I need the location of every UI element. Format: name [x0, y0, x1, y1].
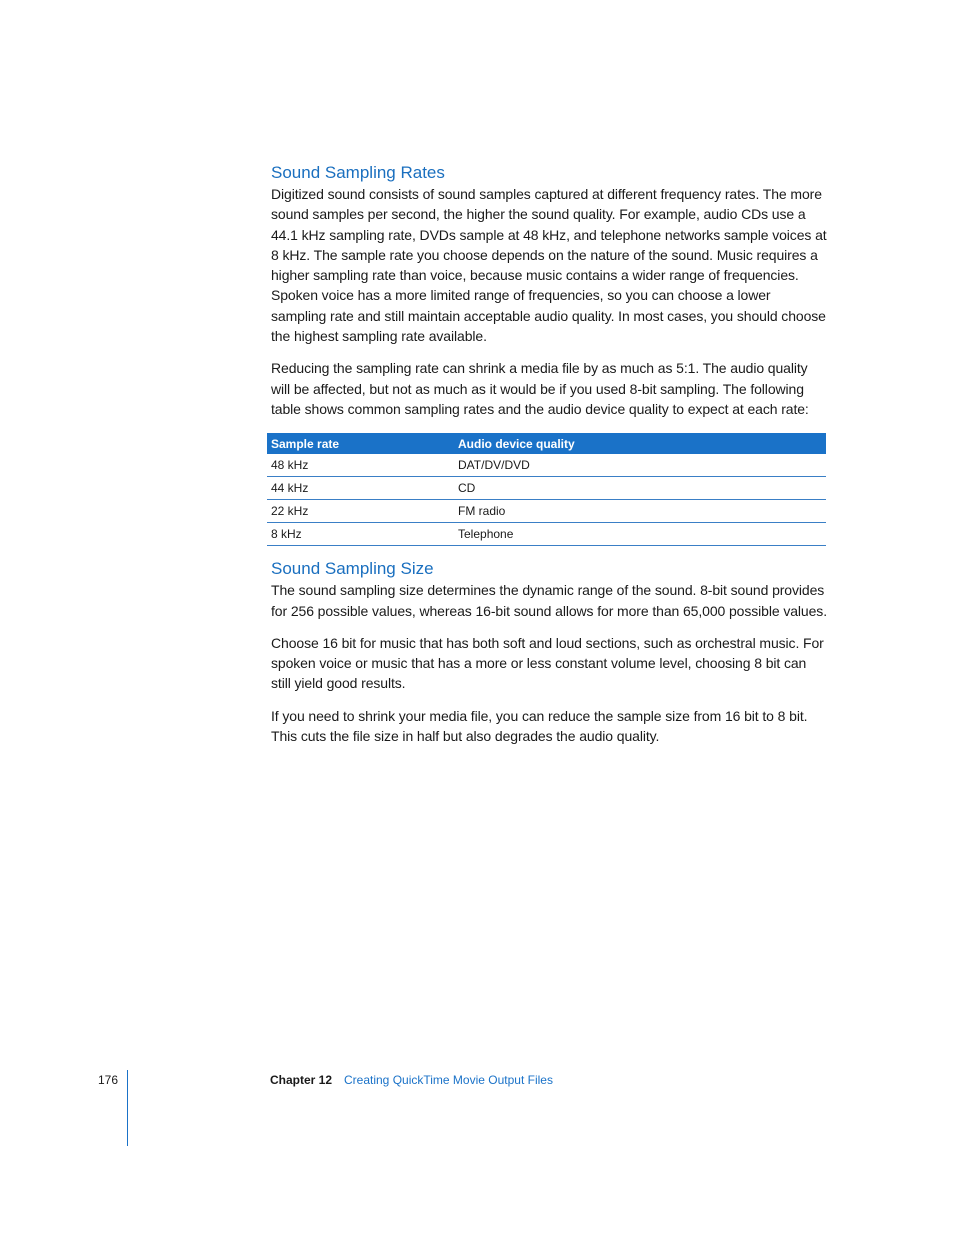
paragraph: Reducing the sampling rate can shrink a media file by as much as 5:1. The audio quality will be affected, but not as much as it would be if you used 8-bit sampling. The following table shows common sampling rates and the audio device quality to expect at each rate:: [271, 360, 809, 417]
table-row: [267, 523, 826, 546]
page-footer: [0, 1070, 954, 1150]
table-cell-sample-rate: 44 kHz: [267, 477, 454, 500]
table-cell-sample-rate: 22 kHz: [267, 500, 454, 523]
sampling-rates-table: [267, 433, 826, 546]
column-header-audio-quality: Audio device quality: [454, 433, 826, 454]
footer-divider: [127, 1070, 128, 1146]
table-row: [267, 500, 826, 523]
column-header-sample-rate: Sample rate: [267, 433, 454, 454]
paragraph: If you need to shrink your media file, you can reduce the sample size from 16 bit to 8 bit. This cuts the file size in half but also degrades the audio quality.: [271, 707, 808, 745]
table-header-row: [267, 433, 826, 454]
table-cell-sample-rate: 48 kHz: [267, 454, 454, 477]
table-cell-quality: Telephone: [454, 523, 826, 546]
paragraph: The sound sampling size determines the dynamic range of the sound. 8-bit sound provides for 256 possible values, whereas 16-bit sound allows for more than 65,000 possible values.: [271, 582, 827, 619]
paragraph: Choose 16 bit for music that has both soft and loud sections, such as orchestral music. For spoken voice or music that has a more or less constant volume level, choosing 8 bit can still yield good results.: [271, 634, 824, 692]
section-heading-sampling-rates: Sound Sampling Rates: [271, 163, 445, 182]
paragraph: Digitized sound consists of sound samples captured at different frequency rates. The more sound samples per second, the higher the sound quality. For example, audio CDs use a 44.1 kHz sampling rate, DVDs sample at 48 kHz, and telephone networks sample voices at 8 kHz. The sample rate you choose depends on the nature of the sound. Music requires a higher sampling rate than voice, because music contains a wider range of frequencies. Spoken voice has a more limited range of frequencies, so you can choose a lower sampling rate and still maintain acceptable audio quality. In most cases, you should choose the highest sampling rate available.: [271, 186, 827, 345]
table-cell-quality: DAT/DV/DVD: [454, 454, 826, 477]
chapter-label: Chapter 12: [270, 1073, 333, 1087]
table-cell-quality: CD: [454, 477, 826, 500]
table-row: [267, 454, 826, 477]
page-content: [271, 162, 827, 758]
table-cell-quality: FM radio: [454, 500, 826, 523]
table-row: [267, 477, 826, 500]
page-number: 176: [98, 1073, 119, 1087]
table-cell-sample-rate: 8 kHz: [267, 523, 454, 546]
section-heading-sampling-size: Sound Sampling Size: [271, 559, 434, 579]
chapter-title-link[interactable]: Creating QuickTime Movie Output Files: [344, 1073, 553, 1087]
